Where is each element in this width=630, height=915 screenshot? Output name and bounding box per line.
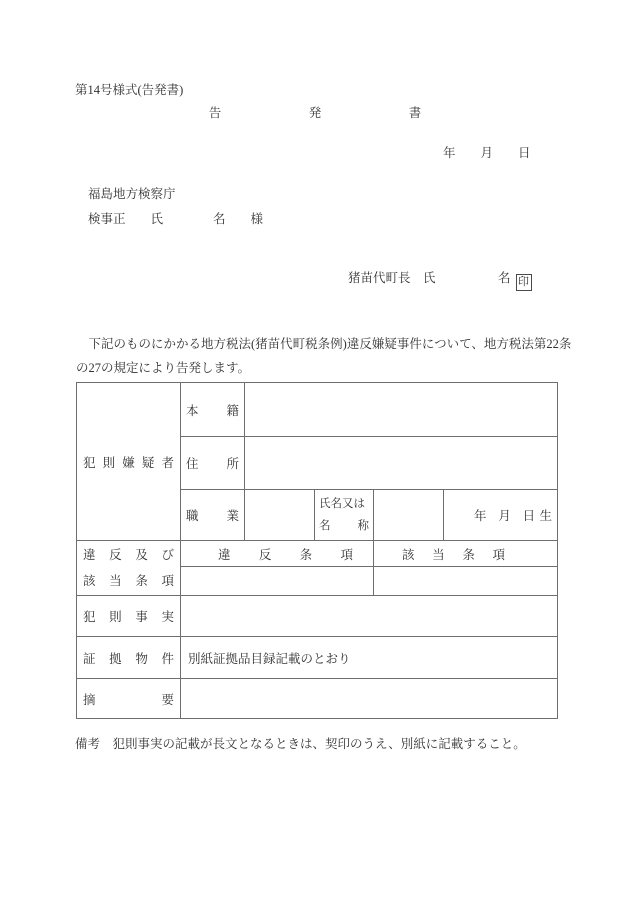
intro-paragraph-line2: の27の規定により告発します。 bbox=[76, 361, 251, 375]
facts-value-cell bbox=[181, 596, 558, 637]
suspect-label-cell: 犯 則 嫌 疑 者 bbox=[77, 383, 181, 541]
applicable-article-value-cell bbox=[374, 567, 558, 596]
violation-article-value-cell bbox=[181, 567, 374, 596]
sender-line bbox=[348, 271, 532, 291]
date-line: 年 月 日 bbox=[443, 146, 531, 160]
address-value-cell bbox=[245, 437, 558, 490]
evidence-label-cell: 証 拠 物 件 bbox=[77, 637, 181, 679]
remark-note: 備考 犯則事実の記載が長文となるときは、契印のうえ、別紙に記載すること。 bbox=[75, 737, 526, 751]
summary-value-cell bbox=[181, 679, 558, 719]
violation-label-line2: 該 当 条 項 bbox=[83, 574, 174, 588]
violation-section-label-cell bbox=[77, 541, 181, 596]
intro-paragraph-line1: 下記のものにかかる地方税法(猪苗代町税条例)違反嫌疑事件について、地方税法第22条 bbox=[76, 337, 572, 351]
facts-label-cell: 犯 則 事 実 bbox=[77, 596, 181, 637]
row-evidence bbox=[77, 637, 558, 679]
addressee-office: 福島地方検察庁 bbox=[88, 187, 176, 201]
sender-name: 猪苗代町長 氏 名 bbox=[348, 271, 511, 285]
seal-box bbox=[516, 274, 532, 291]
name-label-line2: 名 称 bbox=[319, 520, 369, 532]
evidence-value-cell: 別紙証拠品目録記載のとおり bbox=[181, 637, 558, 679]
violation-article-header-cell: 違 反 条 項 bbox=[181, 541, 374, 567]
seal-label: 印 bbox=[518, 276, 530, 288]
accusation-form-table bbox=[76, 382, 558, 719]
row-domicile bbox=[77, 383, 558, 437]
row-violation-headers bbox=[77, 541, 558, 567]
domicile-value-cell bbox=[245, 383, 558, 437]
domicile-label-cell: 本 籍 bbox=[181, 383, 245, 437]
occupation-label-cell: 職 業 bbox=[181, 490, 245, 541]
birthdate-label-cell: 年 月 日生 bbox=[444, 490, 558, 541]
row-facts bbox=[77, 596, 558, 637]
name-label-cell bbox=[315, 490, 374, 541]
address-label-cell: 住 所 bbox=[181, 437, 245, 490]
summary-label-cell: 摘 要 bbox=[77, 679, 181, 719]
violation-label-line1: 違 反 及 び bbox=[83, 548, 174, 562]
occupation-value-cell bbox=[245, 490, 315, 541]
addressee-person: 検事正 氏 名 様 bbox=[88, 212, 264, 226]
form-number: 第14号様式(告発書) bbox=[75, 83, 184, 97]
document-title: 告 発 書 bbox=[208, 106, 422, 120]
applicable-article-header-cell: 該 当 条 項 bbox=[374, 541, 558, 567]
name-label-line1: 氏名又は bbox=[319, 498, 365, 510]
name-value-cell bbox=[374, 490, 444, 541]
row-summary bbox=[77, 679, 558, 719]
